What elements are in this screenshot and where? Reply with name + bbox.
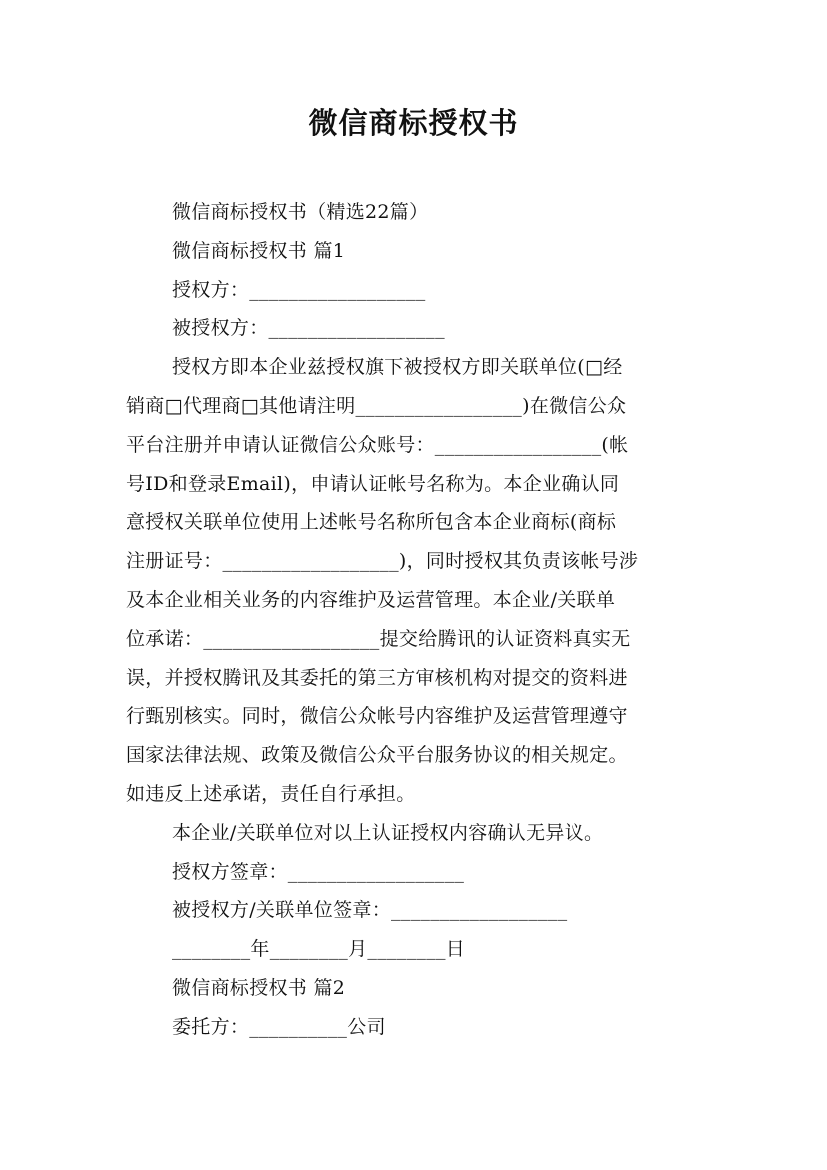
paragraph-line: 授权方即本企业兹授权旗下被授权方即关联单位(□经: [172, 356, 623, 379]
grantee-field: 被授权方：__________________: [172, 317, 445, 340]
paragraph-line: 平台注册并申请认证微信公众账号：_________________(帐: [126, 433, 629, 456]
section-heading-2: 微信商标授权书 篇2: [172, 976, 346, 999]
paragraph-line: 号ID和登录Email)，申请认证帐号名称为。本企业确认同: [126, 472, 620, 495]
date-field: ________年________月________日: [172, 938, 466, 961]
paragraph-line: 如违反上述承诺，责任自行承担。: [126, 782, 416, 805]
grantee-signature-field: 被授权方/关联单位签章：__________________: [172, 899, 568, 922]
paragraph-line: 行甄别核实。同时，微信公众帐号内容维护及运营管理遵守: [126, 705, 628, 728]
grantor-signature-field: 授权方签章：__________________: [172, 860, 465, 883]
section-heading-1: 微信商标授权书 篇1: [172, 239, 346, 262]
authorization-paragraph: [126, 348, 716, 814]
subtitle-line: 微信商标授权书（精选22篇）: [172, 201, 429, 223]
document-title: 微信商标授权书: [308, 106, 519, 140]
paragraph-line: 意授权关联单位使用上述帐号名称所包含本企业商标(商标: [126, 511, 617, 534]
document-body: [126, 193, 716, 1047]
paragraph-line: 国家法律法规、政策及微信公众平台服务协议的相关规定。: [126, 744, 628, 767]
confirmation-line: 本企业/关联单位对以上认证授权内容确认无异议。: [172, 821, 604, 844]
paragraph-line: 及本企业相关业务的内容维护及运营管理。本企业/关联单: [126, 588, 616, 611]
principal-field: 委托方：__________公司: [172, 1015, 386, 1038]
paragraph-line: 误，并授权腾讯及其委托的第三方审核机构对提交的资料进: [126, 666, 628, 689]
paragraph-line: 注册证号：__________________)，同时授权其负责该帐号涉: [126, 550, 639, 573]
paragraph-line: 位承诺：__________________提交给腾讯的认证资料真实无: [126, 627, 631, 650]
grantor-field: 授权方：__________________: [172, 278, 426, 301]
paragraph-line: 销商□代理商□其他请注明_________________)在微信公众: [126, 394, 627, 417]
